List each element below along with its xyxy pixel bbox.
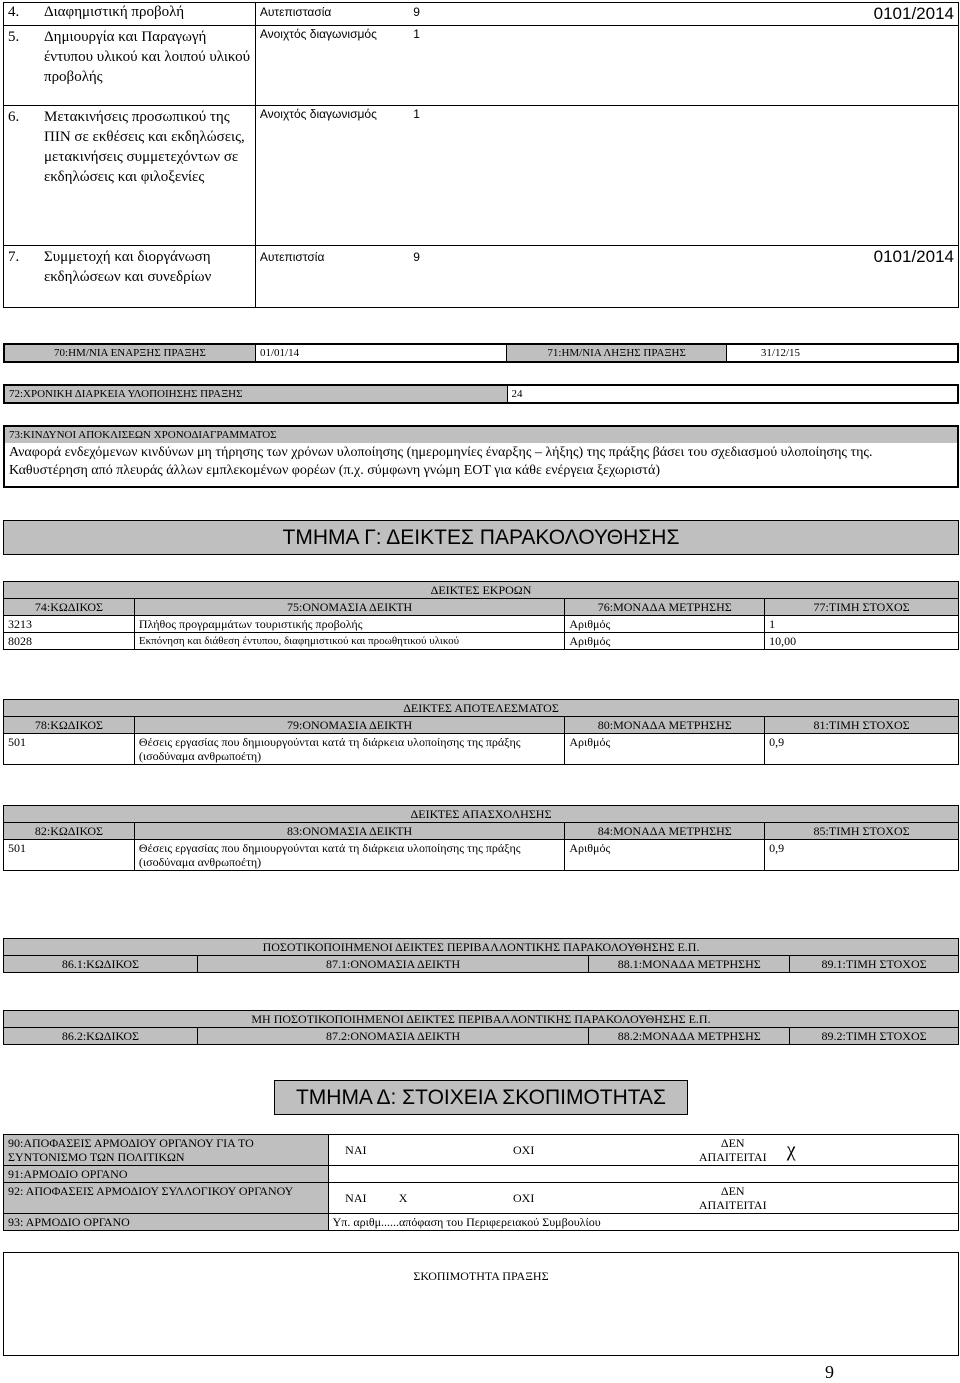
table-cell: Αριθμός <box>565 633 765 650</box>
action-date <box>809 26 959 106</box>
column-header: 83:ΟΝΟΜΑΣΙΑ ΔΕΙΚΤΗ <box>134 823 564 840</box>
table-header-row <box>4 599 959 616</box>
collective-body-decisions-label: 92: ΑΠΟΦΑΣΕΙΣ ΑΡΜΟΔΙΟΥ ΣΥΛΛΟΓΙΚΟΥ ΟΡΓΑΝΟΥ <box>4 1183 329 1214</box>
selection-mark: Χ <box>383 1183 423 1214</box>
not-required-option: ΔΕΝ ΑΠΑΙΤΕΙΤΑΙ <box>683 1183 783 1214</box>
table-cell: Αριθμός <box>565 734 765 765</box>
quantified-env-indicators-table <box>3 938 959 973</box>
column-header: 79:ΟΝΟΜΑΣΙΑ ΔΕΙΚΤΗ <box>134 717 564 734</box>
action-procedure: Αυτεπιστσία <box>255 246 409 308</box>
end-date-label: 71:ΗΜ/ΝΙΑ ΛΗΞΗΣ ΠΡΑΞΗΣ <box>507 344 727 362</box>
decisions-coordination-label: 90:ΑΠΟΦΑΣΕΙΣ ΑΡΜΟΔΙΟΥ ΟΡΓΑΝΟΥ ΓΙΑ ΤΟ ΣΥΝΤΟΝΙΣΜΟ ΤΩΝ ΠΟΛΙΤΙΚΩΝ <box>4 1135 329 1166</box>
duration-value: 24 <box>507 385 958 403</box>
action-date: 0101/2014 <box>809 246 959 308</box>
risks-label: 73:ΚΙΝΔΥΝΟΙ ΑΠΟΚΛΙΣΕΩΝ ΧΡΟΝΟΔΙΑΓΡΑΜΜΑΤΟΣ <box>4 426 958 443</box>
result-indicators-title: ΔΕΙΚΤΕΣ ΑΠΟΤΕΛΕΣΜΑΤΟΣ <box>4 700 959 717</box>
table-row <box>4 1166 959 1183</box>
expediency-table <box>3 1134 959 1231</box>
table-row <box>4 1135 959 1166</box>
start-date-label: 70:ΗΜ/ΝΙΑ ΕΝΑΡΞΗΣ ΠΡΑΞΗΣ <box>4 344 255 362</box>
selection-mark: χ <box>783 1135 959 1166</box>
expediency-box <box>3 1252 959 1356</box>
column-header: 82:ΚΩΔΙΚΟΣ <box>4 823 135 840</box>
dates-table <box>3 343 959 363</box>
nonquantified-env-title: ΜΗ ΠΟΣΟΤΙΚΟΠΟΙΗΜΕΝΟΙ ΔΕΙΚΤΕΣ ΠΕΡΙΒΑΛΛΟΝΤΙΚΗΣ ΠΑΡΑΚΟΛΟΥΘΗΣΗΣ Ε.Π. <box>4 1011 959 1028</box>
page-number: 9 <box>825 1362 834 1382</box>
column-header: 78:ΚΩΔΙΚΟΣ <box>4 717 135 734</box>
action-procedure: Ανοιχτός διαγωνισμός <box>255 26 409 106</box>
risks-text <box>4 443 958 487</box>
yes-option: ΝΑΙ <box>328 1183 383 1214</box>
column-header: 86.2:ΚΩΔΙΚΟΣ <box>4 1028 198 1045</box>
duration-label: 72:ΧΡΟΝΙΚΗ ΔΙΑΡΚΕΙΑ ΥΛΟΠΟΙΗΣΗΣ ΠΡΑΞΗΣ <box>4 385 507 403</box>
table-cell: 8028 <box>4 633 135 650</box>
competent-body-value: Υπ. αριθμ......απόφαση του Περιφερειακού Συμβουλίου <box>328 1214 958 1231</box>
risks-line-2: Καθυστέρηση από πλευράς άλλων εμπλεκομένων φορέων (π.χ. σύμφωνη γνώμη ΕΟΤ για κάθε ενέργεια ξεχωριστά) <box>9 463 660 478</box>
risks-table <box>3 425 959 488</box>
action-count: 1 <box>409 106 808 246</box>
action-date: 0101/2014 <box>809 3 959 26</box>
action-procedure: Αυτεπιστασία <box>255 3 409 26</box>
section-d-title: ΤΜΗΜΑ Δ: ΣΤΟΙΧΕΙΑ ΣΚΟΠΙΜΟΤΗΤΑΣ <box>275 1081 688 1115</box>
column-header: 87.1:ΟΝΟΜΑΣΙΑ ΔΕΙΚΤΗ <box>197 956 589 973</box>
table-row <box>4 616 959 633</box>
competent-body-label: 93: ΑΡΜΟΔΙΟ ΟΡΓΑΝΟ <box>4 1214 329 1231</box>
action-name: 4. Διαφημιστική προβολή <box>4 3 256 26</box>
column-header: 76:ΜΟΝΑΔΑ ΜΕΤΡΗΣΗΣ <box>565 599 765 616</box>
table-cell: Θέσεις εργασίας που δημιουργούνται κατά τη διάρκεια υλοποίησης της πράξης (ισοδύναμα ανθρωποέτη) <box>134 840 564 871</box>
table-cell: Αριθμός <box>565 840 765 871</box>
output-indicators-table <box>3 581 959 650</box>
expediency-box-title: ΣΚΟΠΙΜΟΤΗΤΑ ΠΡΑΞΗΣ <box>413 1269 549 1283</box>
table-cell: 0,9 <box>765 734 959 765</box>
column-header: 88.2:ΜΟΝΑΔΑ ΜΕΤΡΗΣΗΣ <box>589 1028 790 1045</box>
competent-body-label: 91:ΑΡΜΟΔΙΟ ΟΡΓΑΝΟ <box>4 1166 329 1183</box>
nonquantified-env-indicators-table <box>3 1010 959 1045</box>
column-header: 88.1:ΜΟΝΑΔΑ ΜΕΤΡΗΣΗΣ <box>589 956 790 973</box>
column-header: 89.1:ΤΙΜΗ ΣΤΟΧΟΣ <box>790 956 959 973</box>
table-cell: 501 <box>4 734 135 765</box>
column-header: 86.1:ΚΩΔΙΚΟΣ <box>4 956 198 973</box>
table-row <box>4 106 959 246</box>
section-d-header <box>274 1080 688 1115</box>
employment-indicators-table <box>3 805 959 871</box>
quantified-env-title: ΠΟΣΟΤΙΚΟΠΟΙΗΜΕΝΟΙ ΔΕΙΚΤΕΣ ΠΕΡΙΒΑΛΛΟΝΤΙΚΗΣ ΠΑΡΑΚΟΛΟΥΘΗΣΗΣ Ε.Π. <box>4 939 959 956</box>
action-count: 9 <box>409 3 808 26</box>
table-row <box>4 633 959 650</box>
action-date <box>809 106 959 246</box>
table-cell: Αριθμός <box>565 616 765 633</box>
column-header: 77:ΤΙΜΗ ΣΤΟΧΟΣ <box>765 599 959 616</box>
column-header: 80:ΜΟΝΑΔΑ ΜΕΤΡΗΣΗΣ <box>565 717 765 734</box>
table-cell: 0,9 <box>765 840 959 871</box>
yes-option: ΝΑΙ <box>328 1135 383 1166</box>
action-count: 1 <box>409 26 808 106</box>
column-header: 87.2:ΟΝΟΜΑΣΙΑ ΔΕΙΚΤΗ <box>197 1028 589 1045</box>
action-name: 6. Μετακινήσεις προσωπικού της ΠΙΝ σε εκθέσεις και εκδηλώσεις, μετακινήσεις συμμετεχόντων σε εκδηλώσεις και φιλοξενίες <box>4 106 256 246</box>
table-header-row <box>4 823 959 840</box>
start-date-value: 01/01/14 <box>255 344 506 362</box>
column-header: 75:ΟΝΟΜΑΣΙΑ ΔΕΙΚΤΗ <box>134 599 564 616</box>
table-row <box>4 3 959 26</box>
table-cell: 501 <box>4 840 135 871</box>
result-indicators-table <box>3 699 959 765</box>
column-header: 89.2:ΤΙΜΗ ΣΤΟΧΟΣ <box>790 1028 959 1045</box>
risks-line-1: Αναφορά ενδεχόμενων κινδύνων μη τήρησης των χρόνων υλοποίησης (ημερομηνίες έναρξης – λήξης) της πράξης βάσει του σχεδιασμού υλοποίησης της. <box>9 445 873 460</box>
action-procedure: Ανοιχτός διαγωνισμός <box>255 106 409 246</box>
table-cell: Θέσεις εργασίας που δημιουργούνται κατά τη διάρκεια υλοποίησης της πράξης (ισοδύναμα ανθρωποέτη) <box>134 734 564 765</box>
action-name: 7. Συμμετοχή και διοργάνωση εκδηλώσεων και συνεδρίων <box>4 246 256 308</box>
action-name: 5. Δημιουργία και Παραγωγή έντυπου υλικού και λοιπού υλικού προβολής <box>4 26 256 106</box>
table-cell: 10,00 <box>765 633 959 650</box>
not-required-option: ΔΕΝ ΑΠΑΙΤΕΙΤΑΙ <box>683 1135 783 1166</box>
column-header: 81:ΤΙΜΗ ΣΤΟΧΟΣ <box>765 717 959 734</box>
no-option: ΟΧΙ <box>423 1135 683 1166</box>
duration-table <box>3 384 959 404</box>
table-header-row <box>4 956 959 973</box>
action-count: 9 <box>409 246 808 308</box>
table-row <box>4 246 959 308</box>
employment-indicators-title: ΔΕΙΚΤΕΣ ΑΠΑΣΧΟΛΗΣΗΣ <box>4 806 959 823</box>
end-date-value: 31/12/15 <box>726 344 958 362</box>
table-row <box>4 26 959 106</box>
table-header-row <box>4 717 959 734</box>
section-g-title: ΤΜΗΜΑ Γ: ΔΕΙΚΤΕΣ ΠΑΡΑΚΟΛΟΥΘΗΣΗΣ <box>4 521 959 555</box>
section-g-header <box>3 520 959 555</box>
column-header: 85:ΤΙΜΗ ΣΤΟΧΟΣ <box>765 823 959 840</box>
output-indicators-title: ΔΕΙΚΤΕΣ ΕΚΡΟΩΝ <box>4 582 959 599</box>
table-cell: 1 <box>765 616 959 633</box>
actions-table <box>3 2 959 308</box>
table-row <box>4 734 959 765</box>
table-cell: 3213 <box>4 616 135 633</box>
no-option: ΟΧΙ <box>423 1183 683 1214</box>
table-row <box>4 840 959 871</box>
table-cell: Πλήθος προγραμμάτων τουριστικής προβολής <box>134 616 564 633</box>
column-header: 84:ΜΟΝΑΔΑ ΜΕΤΡΗΣΗΣ <box>565 823 765 840</box>
table-row <box>4 1183 959 1214</box>
table-cell: Εκπόνηση και διάθεση έντυπου, διαφημιστικού και προωθητικού υλικού <box>134 633 564 650</box>
table-header-row <box>4 1028 959 1045</box>
column-header: 74:ΚΩΔΙΚΟΣ <box>4 599 135 616</box>
table-row <box>4 1214 959 1231</box>
